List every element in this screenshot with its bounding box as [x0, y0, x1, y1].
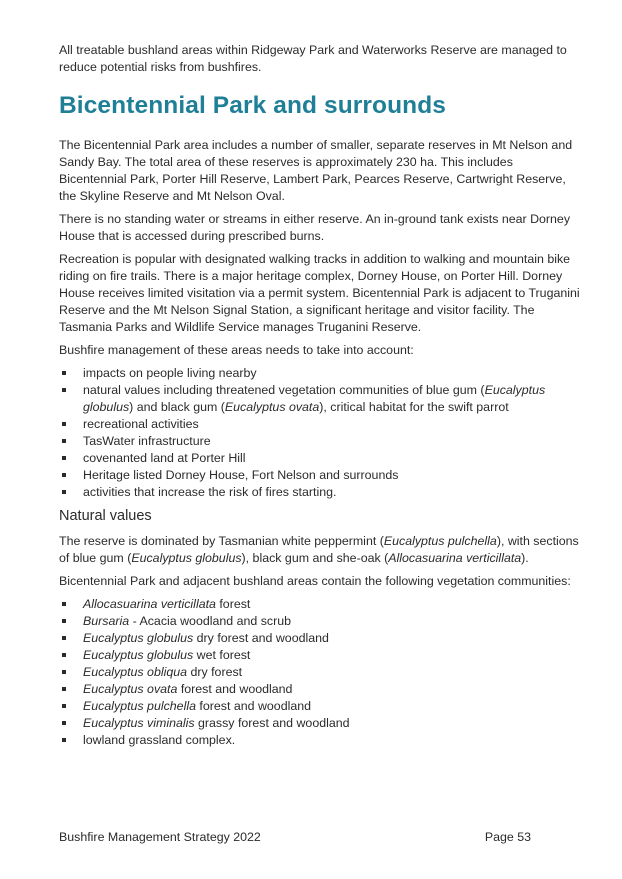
footer-title: Bushfire Management Strategy 2022 — [59, 830, 261, 844]
list-item — [59, 416, 581, 433]
species-name: Eucalyptus pulchella — [383, 534, 497, 548]
species-name: Eucalyptus viminalis — [83, 716, 195, 730]
list-item — [59, 715, 581, 732]
vegetation-communities-list — [59, 596, 581, 749]
bullet-icon — [62, 687, 66, 691]
list-item-text: natural values including threatened vegetation communities of blue gum ( — [83, 383, 485, 397]
document-page — [59, 42, 581, 755]
bullet-icon — [62, 602, 66, 606]
list-item-text: Heritage listed Dorney House, Fort Nelson and surrounds — [83, 468, 399, 482]
bullet-icon — [62, 473, 66, 477]
paragraph-water: There is no standing water or streams in either reserve. An in-ground tank exists near Dorney House that is accessed during prescribed burns. — [59, 212, 571, 243]
paragraph-dominant-species — [59, 533, 581, 567]
list-item-text: recreational activities — [83, 417, 199, 431]
species-name: Bursaria — [83, 614, 130, 628]
bullet-icon — [62, 721, 66, 725]
list-item-text: impacts on people living nearby — [83, 366, 257, 380]
species-name: Eucalyptus ovata — [83, 682, 178, 696]
paragraph-management-intro: Bushfire management of these areas needs to take into account: — [59, 343, 414, 357]
bullet-icon — [62, 456, 66, 460]
list-item — [59, 732, 581, 749]
list-item-text: ) and black gum ( — [129, 400, 225, 414]
species-name: Eucalyptus globulus — [83, 648, 194, 662]
text-run: ), with sections of blue gum ( — [59, 534, 579, 565]
bullet-icon — [62, 670, 66, 674]
list-item — [59, 484, 581, 501]
bullet-icon — [62, 738, 66, 742]
list-item — [59, 433, 581, 450]
page-footer — [59, 829, 531, 846]
species-name: Eucalyptus obliqua — [83, 665, 188, 679]
list-item — [59, 382, 581, 416]
species-name: Eucalyptus globulus — [131, 551, 242, 565]
bullet-icon — [62, 619, 66, 623]
list-item-text: forest and woodland — [195, 699, 312, 713]
species-name: Allocasuarina verticillata — [388, 551, 522, 565]
list-item-text: forest — [215, 597, 251, 611]
list-item — [59, 698, 581, 715]
text-run: ), black gum and she-oak ( — [241, 551, 389, 565]
species-name: Eucalyptus pulchella — [83, 699, 196, 713]
text-run: ). — [521, 551, 529, 565]
list-item — [59, 664, 581, 681]
bullet-icon — [62, 704, 66, 708]
list-item-text: TasWater infrastructure — [83, 434, 211, 448]
intro-paragraph: All treatable bushland areas within Ridgeway Park and Waterworks Reserve are managed to reduce potential risks from bushfires. — [59, 43, 567, 74]
list-item-text: forest and woodland — [177, 682, 293, 696]
list-item-text: covenanted land at Porter Hill — [83, 451, 246, 465]
paragraph-overview: The Bicentennial Park area includes a number of smaller, separate reserves in Mt Nelson and Sandy Bay. The total area of these reserves is approximately 230 ha. This includes Bicentennial Park, Porter Hill Reserve, Lambert Park, Pearces Reserve, Cartwright Reserve, the Skyline Reserve and Mt Nelson Oval. — [59, 138, 573, 203]
page-number: Page 53 — [484, 830, 531, 844]
text-run: The reserve is dominated by Tasmanian white peppermint ( — [59, 534, 384, 548]
list-item-text: ), critical habitat for the swift parrot — [319, 400, 509, 414]
section-heading: Bicentennial Park and surrounds — [59, 92, 447, 119]
paragraph-recreation: Recreation is popular with designated walking tracks in addition to walking and mountain bike riding on fire trails. There is a major heritage complex, Dorney House, on Porter Hill. Dorney House receives limited visitation via a permit system. Bicentennial Park is adjacent to Truganini Reserve and the Mt Nelson Signal Station, a significant heritage and visitor facility. The Tasmania Parks and Wildlife Service manages Truganini Reserve. — [59, 252, 580, 334]
list-item-text: wet forest — [193, 648, 251, 662]
list-item-text: lowland grassland complex. — [83, 733, 236, 747]
list-item — [59, 613, 581, 630]
bullet-icon — [62, 439, 66, 443]
bullet-icon — [62, 490, 66, 494]
bullet-icon — [62, 653, 66, 657]
bullet-icon — [62, 388, 66, 392]
species-name: Eucalyptus globulus — [83, 631, 194, 645]
list-item — [59, 681, 581, 698]
species-name: Eucalyptus globulus — [83, 383, 546, 414]
list-item — [59, 647, 581, 664]
list-item — [59, 467, 581, 484]
list-item-text: activities that increase the risk of fires starting. — [83, 485, 337, 499]
species-name: Allocasuarina verticillata — [83, 597, 216, 611]
species-name: Eucalyptus ovata — [224, 400, 320, 414]
list-item-text: - Acacia woodland and scrub — [129, 614, 292, 628]
paragraph-communities-intro: Bicentennial Park and adjacent bushland areas contain the following vegetation communities: — [59, 574, 571, 588]
list-item — [59, 365, 581, 382]
subsection-heading: Natural values — [59, 508, 152, 524]
list-item-text: grassy forest and woodland — [194, 716, 350, 730]
list-item-text: dry forest and woodland — [193, 631, 329, 645]
list-item — [59, 450, 581, 467]
list-item — [59, 596, 581, 613]
list-item-text: dry forest — [187, 665, 243, 679]
bullet-icon — [62, 636, 66, 640]
bullet-icon — [62, 422, 66, 426]
list-item — [59, 630, 581, 647]
bullet-icon — [62, 371, 66, 375]
considerations-list — [59, 365, 581, 501]
